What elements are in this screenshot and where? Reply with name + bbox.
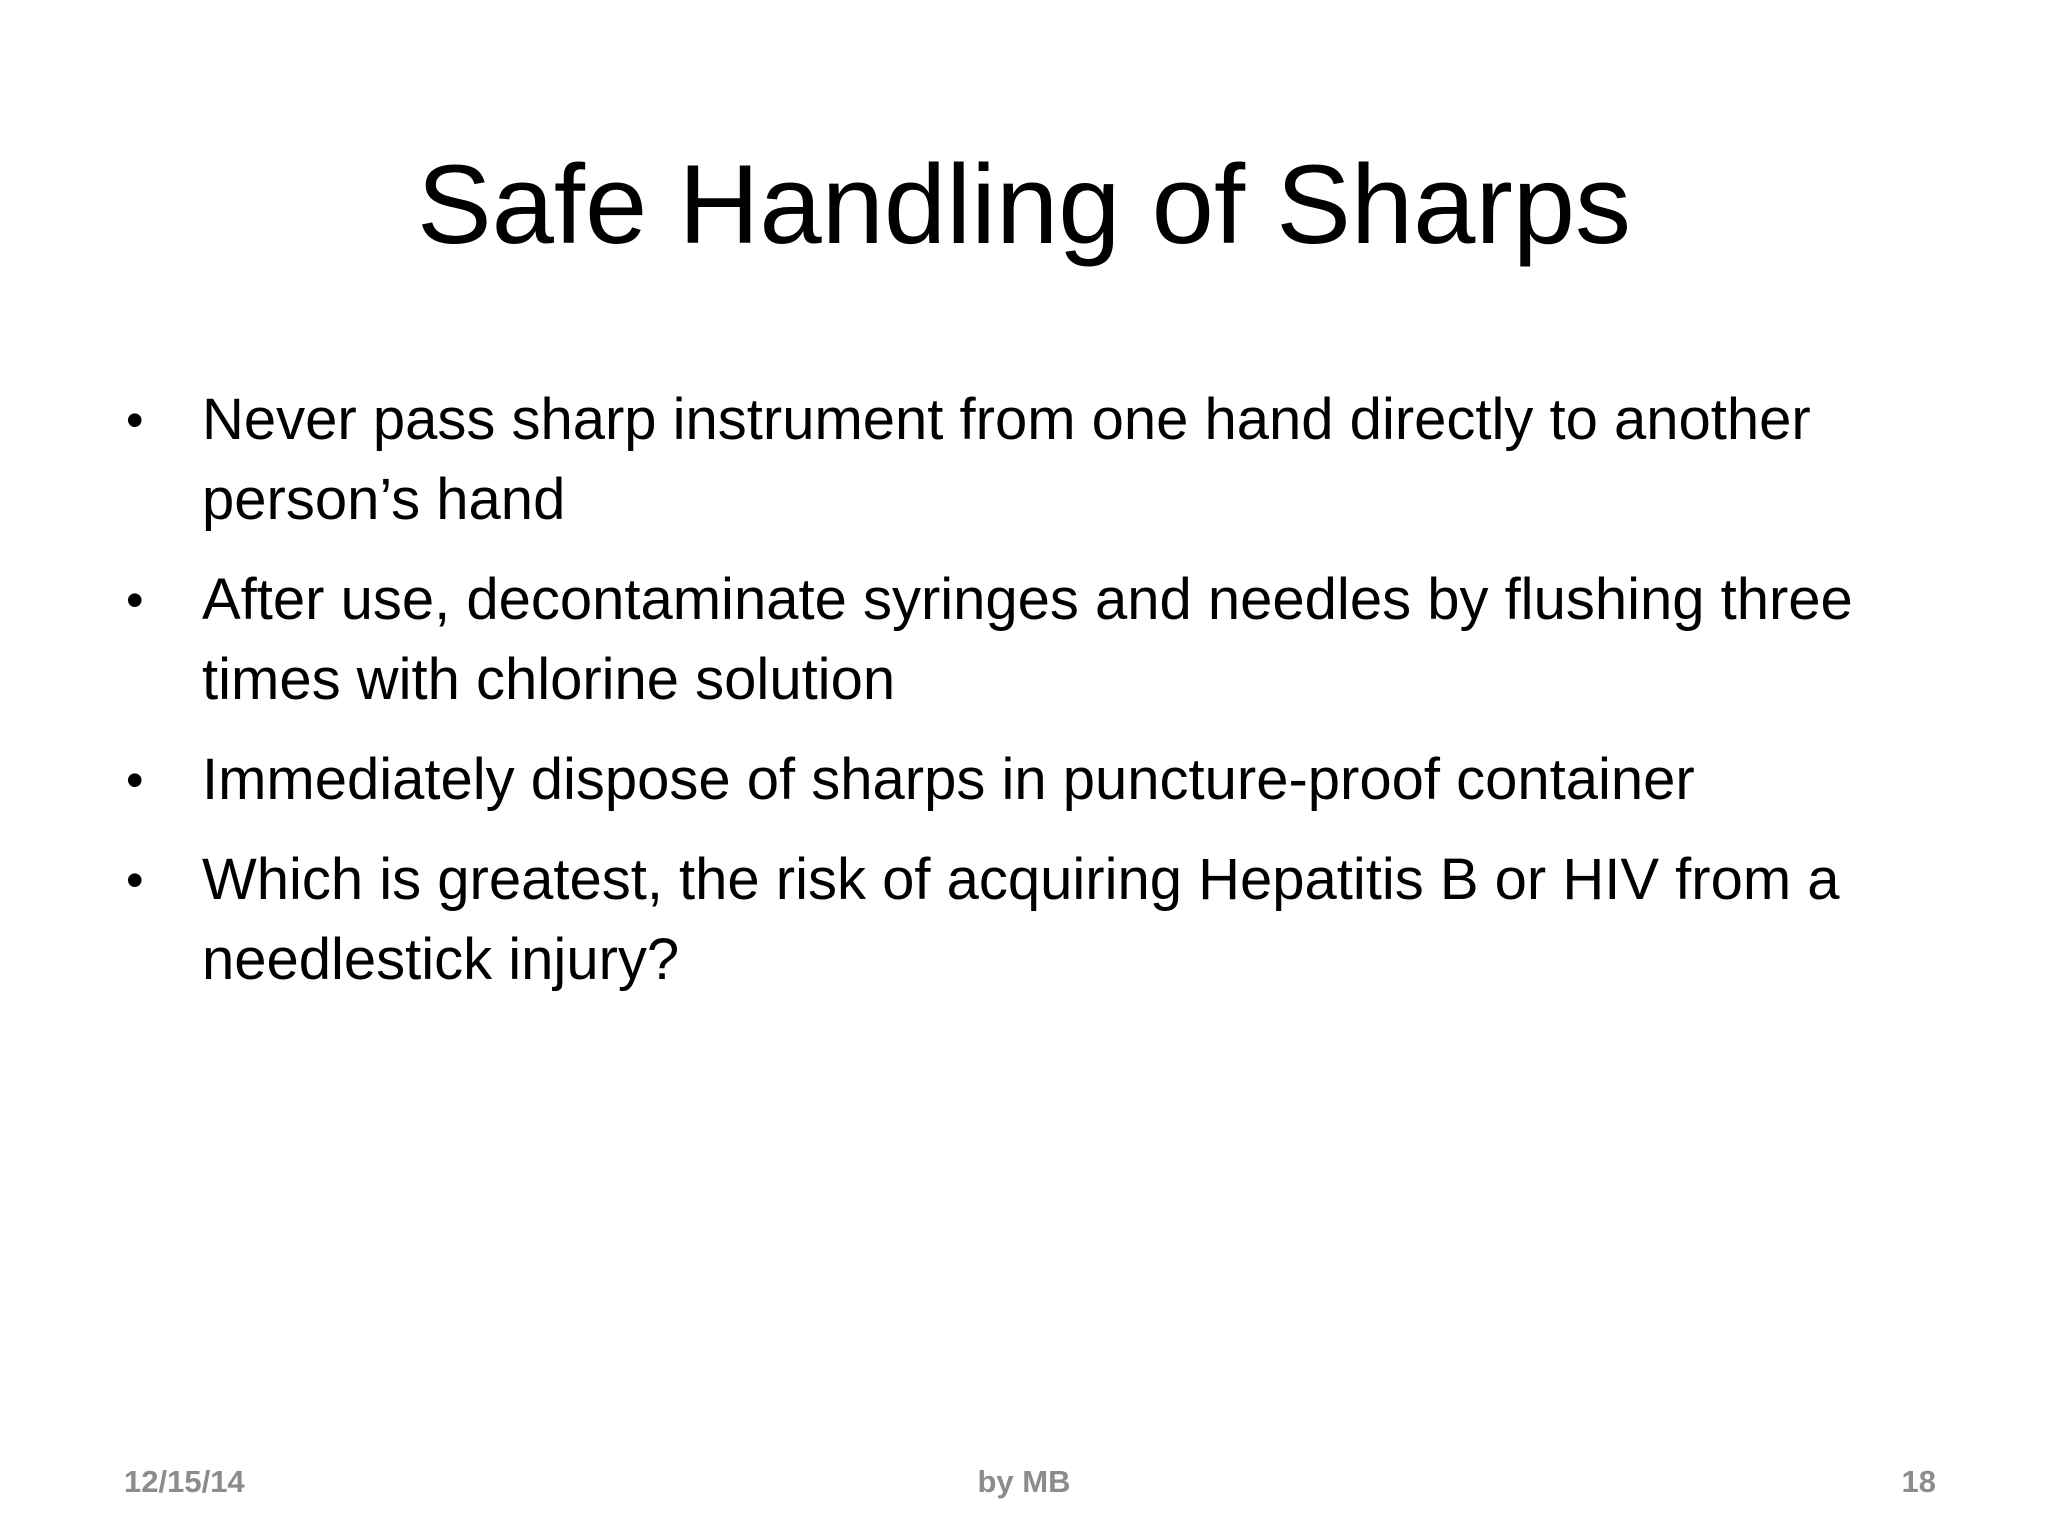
footer-author: by MB [977, 1464, 1071, 1499]
bullet-dot-icon: • [126, 852, 144, 908]
bullet-text: Which is greatest, the risk of acquiring Hepatitis B or HIV from a needlestick injury? [202, 847, 1840, 992]
bullet-list [120, 380, 2000, 1020]
slide-title: Safe Handling of Sharps [416, 142, 1632, 267]
bullet-item [120, 380, 2000, 540]
bullet-item [120, 740, 2000, 820]
bullet-dot-icon: • [126, 752, 144, 808]
bullet-item [120, 840, 2000, 1000]
bullet-dot-icon: • [126, 572, 144, 628]
footer-page-number: 18 [1901, 1464, 1936, 1499]
bullet-text: Never pass sharp instrument from one hand directly to another person’s hand [202, 387, 1811, 532]
bullet-text: After use, decontaminate syringes and needles by flushing three times with chlorine solution [202, 567, 1853, 712]
bullet-item [120, 560, 2000, 720]
footer-date: 12/15/14 [124, 1464, 245, 1499]
bullet-text: Immediately dispose of sharps in puncture-proof container [202, 747, 1695, 812]
bullet-dot-icon: • [126, 392, 144, 448]
